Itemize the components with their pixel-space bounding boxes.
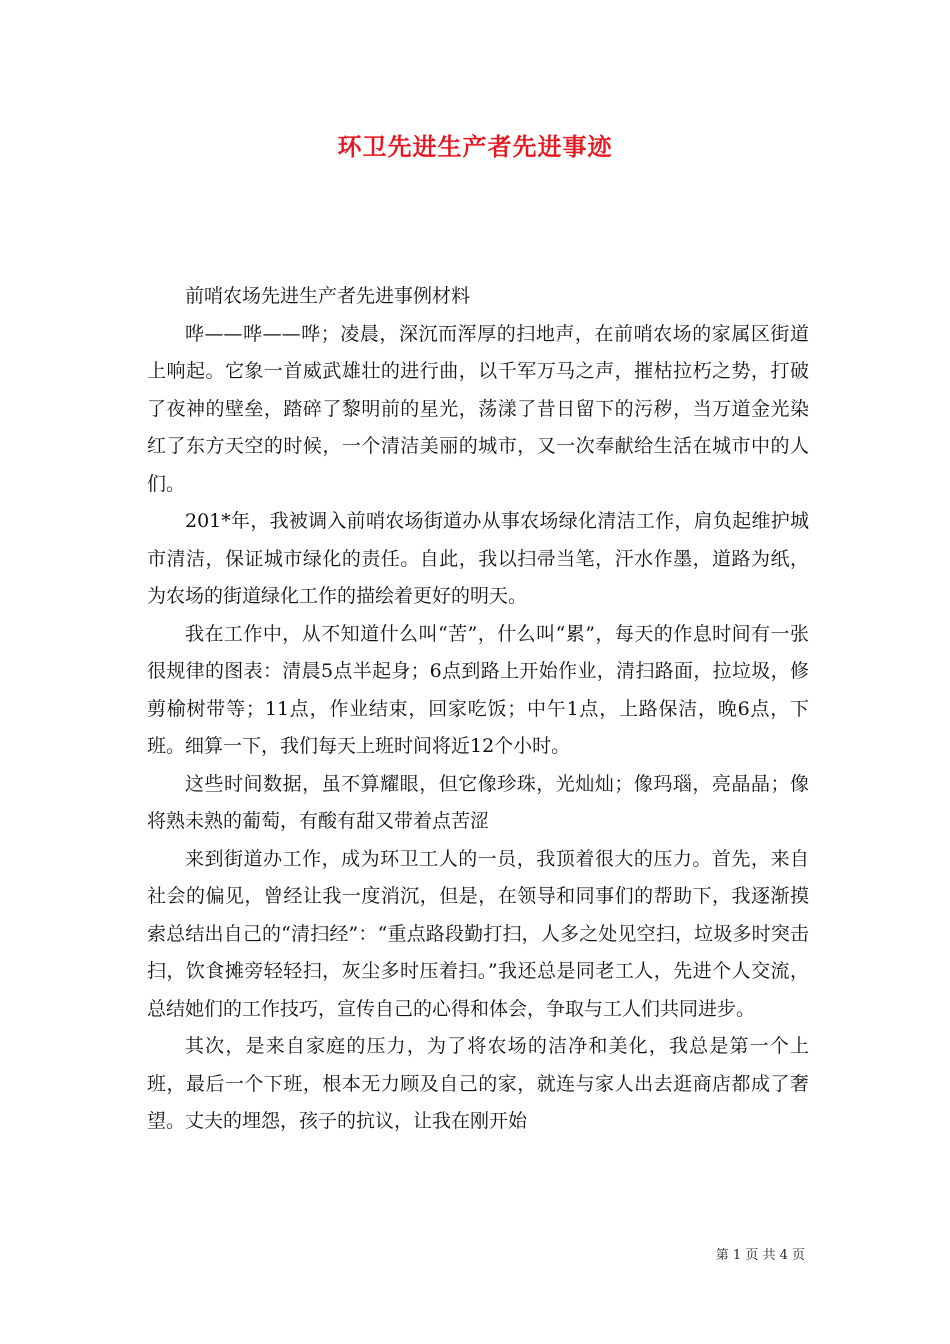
document-body (147, 278, 809, 1141)
page-number-footer: 第 1 页 共 4 页 (715, 1248, 805, 1263)
paragraph: 哗——哗——哗；凌晨，深沉而浑厚的扫地声，在前哨农场的家属区街道上响起。它象一首威武雄壮的进行曲，以千军万马之声，摧枯拉朽之势，打破了夜神的壁垒，踏碎了黎明前的星光，荡漾了昔日留下的污秽，当万道金光染红了东方天空的时候，一个清洁美丽的城市，又一次奉献给生活在城市中的人们。 (147, 322, 809, 495)
paragraph: 我在工作中，从不知道什么叫“苦”，什么叫“累”，每天的作息时间有一张很规律的图表：清晨5点半起身；6点到路上开始作业，清扫路面，拉垃圾，修剪榆树带等；11点，作业结束，回家吃饭；中午1点，上路保洁，晚6点，下班。细算一下，我们每天上班时间将近12个小时。 (147, 622, 809, 757)
paragraph: 201*年，我被调入前哨农场街道办从事农场绿化清洁工作，肩负起维护城市清洁，保证城市绿化的责任。自此，我以扫帚当笔，汗水作墨，道路为纸，为农场的街道绿化工作的描绘着更好的明天。 (147, 510, 809, 607)
paragraph: 其次，是来自家庭的压力，为了将农场的洁净和美化，我总是第一个上班，最后一个下班，根本无力顾及自己的家，就连与家人出去逛商店都成了奢望。丈夫的埋怨，孩子的抗议，让我在刚开始 (147, 1035, 809, 1132)
paragraph: 来到街道办工作，成为环卫工人的一员，我顶着很大的压力。首先，来自社会的偏见，曾经让我一度消沉，但是，在领导和同事们的帮助下，我逐渐摸索总结出自己的“清扫经”：“重点路段勤打扫，人多之处见空扫，垃圾多时突击扫，饮食摊旁轻轻扫，灰尘多时压着扫。”我还总是同老工人，先进个人交流，总结她们的工作技巧，宣传自己的心得和体会，争取与工人们共同进步。 (147, 847, 809, 1020)
page-title: 环卫先进生产者先进事迹 (337, 132, 613, 161)
paragraph-subtitle: 前哨农场先进生产者先进事例材料 (185, 285, 471, 307)
paragraph: 这些时间数据，虽不算耀眼，但它像珍珠，光灿灿；像玛瑙，亮晶晶；像将熟未熟的葡萄，有酸有甜又带着点苦涩 (147, 772, 809, 832)
